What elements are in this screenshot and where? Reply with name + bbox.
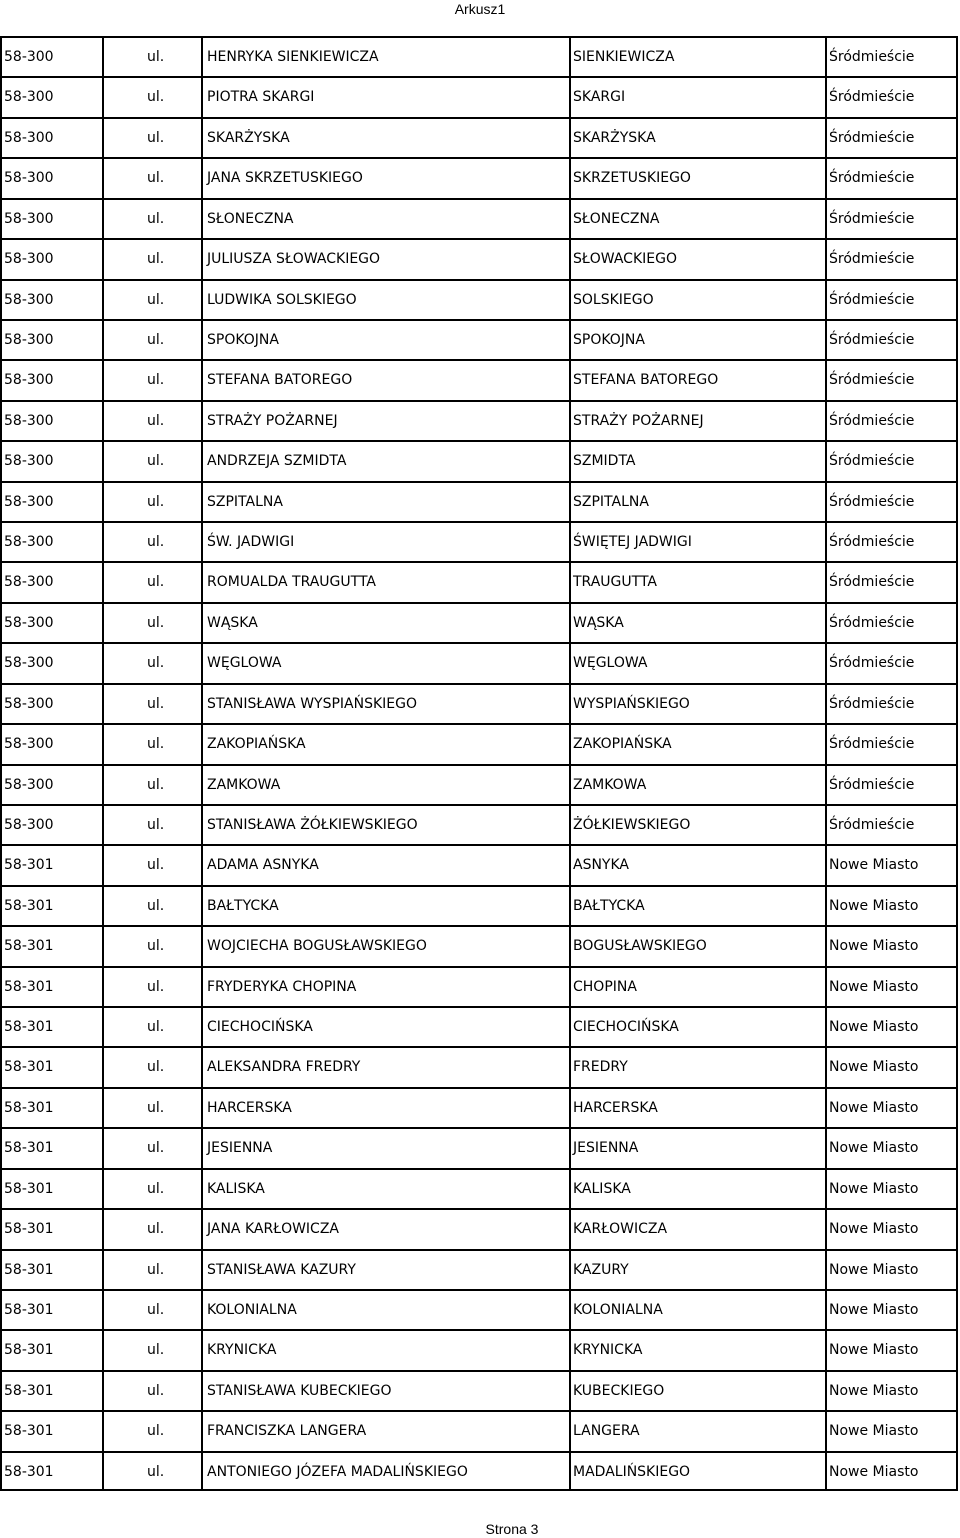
postal-code-cell: 58-300	[4, 816, 54, 833]
postal-code-cell: 58-300	[4, 170, 54, 187]
street-full-name-cell: ADAMA ASNYKA	[207, 857, 319, 874]
street-prefix-cell: ul.	[147, 614, 165, 631]
street-prefix-cell: ul.	[147, 857, 165, 874]
postal-code-cell: 58-301	[4, 1099, 54, 1116]
table-row	[0, 279, 958, 319]
postal-code-cell: 58-300	[4, 655, 54, 672]
district-cell: Śródmieście	[829, 49, 915, 65]
street-full-name-cell: ZAKOPIAŃSKA	[207, 736, 306, 753]
street-prefix-cell: ul.	[147, 1342, 165, 1359]
postal-code-cell: 58-301	[4, 1180, 54, 1197]
street-full-name-cell: STANISŁAWA KAZURY	[207, 1261, 356, 1278]
street-prefix-cell: ul.	[147, 534, 165, 550]
district-cell: Nowe Miasto	[829, 1221, 919, 1238]
street-prefix-cell: ul.	[147, 776, 165, 793]
postal-code-cell: 58-301	[4, 1059, 54, 1076]
street-short-name-cell: WĘGLOWA	[573, 655, 648, 672]
column-divider	[0, 36, 2, 1491]
street-full-name-cell: ANTONIEGO JÓZEFA MADALIŃSKIEGO	[207, 1463, 468, 1480]
street-prefix-cell: ul.	[147, 1221, 165, 1238]
street-prefix-cell: ul.	[147, 493, 165, 510]
row-divider	[0, 319, 958, 321]
row-divider	[0, 642, 958, 644]
district-cell: Nowe Miasto	[829, 1019, 919, 1035]
street-short-name-cell: ŚWIĘTEJ JADWIGI	[573, 534, 692, 550]
street-short-name-cell: JESIENNA	[573, 1140, 639, 1157]
street-full-name-cell: STANISŁAWA ŻÓŁKIEWSKIEGO	[207, 816, 418, 833]
row-divider	[0, 481, 958, 483]
district-cell: Śródmieście	[829, 614, 915, 631]
row-divider	[0, 764, 958, 766]
address-table	[0, 36, 958, 1491]
district-cell: Śródmieście	[829, 210, 915, 227]
postal-code-cell: 58-300	[4, 574, 54, 591]
table-row	[0, 1329, 958, 1369]
postal-code-cell: 58-300	[4, 49, 54, 65]
row-divider	[0, 925, 958, 927]
street-prefix-cell: ul.	[147, 655, 165, 672]
street-short-name-cell: BOGUSŁAWSKIEGO	[573, 938, 707, 955]
table-row	[0, 36, 958, 76]
row-divider	[0, 1208, 958, 1210]
row-divider	[0, 400, 958, 402]
district-cell: Śródmieście	[829, 655, 915, 672]
district-cell: Śródmieście	[829, 695, 915, 712]
street-full-name-cell: ANDRZEJA SZMIDTA	[207, 453, 347, 470]
postal-code-cell: 58-300	[4, 695, 54, 712]
street-prefix-cell: ul.	[147, 49, 165, 65]
district-cell: Śródmieście	[829, 736, 915, 753]
street-full-name-cell: LUDWIKA SOLSKIEGO	[207, 291, 357, 308]
street-full-name-cell: ZAMKOWA	[207, 776, 281, 793]
street-short-name-cell: SPOKOJNA	[573, 331, 645, 348]
table-row	[0, 481, 958, 521]
row-divider	[0, 36, 958, 38]
street-short-name-cell: SIENKIEWICZA	[573, 49, 675, 65]
street-short-name-cell: SOLSKIEGO	[573, 291, 654, 308]
street-full-name-cell: HENRYKA SIENKIEWICZA	[207, 49, 379, 65]
column-divider	[201, 36, 203, 1491]
street-prefix-cell: ul.	[147, 251, 165, 268]
row-divider	[0, 885, 958, 887]
street-prefix-cell: ul.	[147, 210, 165, 227]
street-full-name-cell: PIOTRA SKARGI	[207, 89, 315, 106]
street-short-name-cell: KAZURY	[573, 1261, 629, 1278]
street-short-name-cell: SZMIDTA	[573, 453, 636, 470]
column-divider	[569, 36, 571, 1491]
street-full-name-cell: SŁONECZNA	[207, 210, 294, 227]
table-row	[0, 1046, 958, 1086]
postal-code-cell: 58-301	[4, 1019, 54, 1035]
district-cell: Śródmieście	[829, 291, 915, 308]
street-prefix-cell: ul.	[147, 1180, 165, 1197]
district-cell: Nowe Miasto	[829, 1463, 919, 1480]
postal-code-cell: 58-301	[4, 938, 54, 955]
street-prefix-cell: ul.	[147, 938, 165, 955]
column-divider	[102, 36, 104, 1491]
street-full-name-cell: FRANCISZKA LANGERA	[207, 1423, 367, 1440]
row-divider	[0, 359, 958, 361]
street-short-name-cell: SKRZETUSKIEGO	[573, 170, 691, 187]
table-row	[0, 764, 958, 804]
street-short-name-cell: KARŁOWICZA	[573, 1221, 668, 1238]
street-full-name-cell: JANA SKRZETUSKIEGO	[207, 170, 363, 187]
sheet-title: Arkusz1	[454, 1, 506, 17]
postal-code-cell: 58-301	[4, 1382, 54, 1399]
street-prefix-cell: ul.	[147, 331, 165, 348]
table-row	[0, 1249, 958, 1289]
street-full-name-cell: STANISŁAWA KUBECKIEGO	[207, 1382, 392, 1399]
street-full-name-cell: WĘGLOWA	[207, 655, 282, 672]
street-prefix-cell: ul.	[147, 1301, 165, 1318]
table-row	[0, 561, 958, 601]
postal-code-cell: 58-301	[4, 897, 54, 914]
street-short-name-cell: KUBECKIEGO	[573, 1382, 665, 1399]
row-divider	[0, 117, 958, 119]
district-cell: Śródmieście	[829, 534, 915, 550]
street-short-name-cell: HARCERSKA	[573, 1099, 658, 1116]
district-cell: Nowe Miasto	[829, 938, 919, 955]
district-cell: Nowe Miasto	[829, 857, 919, 874]
table-row	[0, 844, 958, 884]
district-cell: Nowe Miasto	[829, 1140, 919, 1157]
street-prefix-cell: ul.	[147, 736, 165, 753]
table-row	[0, 1127, 958, 1167]
page-footer: Strona 3	[485, 1521, 539, 1537]
district-cell: Śródmieście	[829, 493, 915, 510]
street-prefix-cell: ul.	[147, 897, 165, 914]
row-divider	[0, 804, 958, 806]
row-divider	[0, 1006, 958, 1008]
street-short-name-cell: SŁOWACKIEGO	[573, 251, 677, 268]
street-full-name-cell: KOLONIALNA	[207, 1301, 297, 1318]
postal-code-cell: 58-301	[4, 1261, 54, 1278]
street-short-name-cell: ZAMKOWA	[573, 776, 647, 793]
street-full-name-cell: HARCERSKA	[207, 1099, 292, 1116]
postal-code-cell: 58-300	[4, 331, 54, 348]
postal-code-cell: 58-301	[4, 1423, 54, 1440]
row-divider	[0, 198, 958, 200]
street-prefix-cell: ul.	[147, 412, 165, 429]
row-divider	[0, 723, 958, 725]
street-short-name-cell: SZPITALNA	[573, 493, 649, 510]
street-short-name-cell: TRAUGUTTA	[573, 574, 657, 591]
table-row	[0, 359, 958, 399]
street-short-name-cell: WYSPIAŃSKIEGO	[573, 695, 690, 712]
street-prefix-cell: ul.	[147, 1059, 165, 1076]
street-full-name-cell: CIECHOCIŃSKA	[207, 1019, 313, 1035]
table-row	[0, 966, 958, 1006]
postal-code-cell: 58-300	[4, 614, 54, 631]
district-cell: Nowe Miasto	[829, 1099, 919, 1116]
postal-code-cell: 58-301	[4, 1342, 54, 1359]
row-divider	[0, 279, 958, 281]
street-short-name-cell: WĄSKA	[573, 614, 624, 631]
district-cell: Śródmieście	[829, 776, 915, 793]
street-short-name-cell: KOLONIALNA	[573, 1301, 663, 1318]
street-full-name-cell: FRYDERYKA CHOPINA	[207, 978, 357, 995]
street-full-name-cell: ŚW. JADWIGI	[207, 534, 295, 550]
street-prefix-cell: ul.	[147, 1019, 165, 1035]
street-prefix-cell: ul.	[147, 1099, 165, 1116]
street-prefix-cell: ul.	[147, 453, 165, 470]
row-divider	[0, 561, 958, 563]
street-short-name-cell: SKARŻYSKA	[573, 129, 656, 146]
table-row	[0, 1006, 958, 1046]
street-prefix-cell: ul.	[147, 574, 165, 591]
street-short-name-cell: CIECHOCIŃSKA	[573, 1019, 679, 1035]
table-row	[0, 1370, 958, 1410]
table-row	[0, 602, 958, 642]
postal-code-cell: 58-300	[4, 291, 54, 308]
table-row	[0, 925, 958, 965]
row-divider	[0, 1489, 958, 1491]
street-full-name-cell: SPOKOJNA	[207, 331, 279, 348]
postal-code-cell: 58-300	[4, 129, 54, 146]
postal-code-cell: 58-300	[4, 210, 54, 227]
street-short-name-cell: STEFANA BATOREGO	[573, 372, 719, 389]
street-full-name-cell: JANA KARŁOWICZA	[207, 1221, 340, 1238]
street-full-name-cell: WĄSKA	[207, 614, 258, 631]
table-row	[0, 400, 958, 440]
table-row	[0, 642, 958, 682]
street-prefix-cell: ul.	[147, 1382, 165, 1399]
postal-code-cell: 58-301	[4, 1301, 54, 1318]
street-full-name-cell: KRYNICKA	[207, 1342, 277, 1359]
street-prefix-cell: ul.	[147, 1423, 165, 1440]
row-divider	[0, 1329, 958, 1331]
table-row	[0, 1410, 958, 1450]
row-divider	[0, 1127, 958, 1129]
postal-code-cell: 58-300	[4, 412, 54, 429]
row-divider	[0, 1451, 958, 1453]
table-row	[0, 157, 958, 197]
table-row	[0, 804, 958, 844]
street-short-name-cell: STRAŻY POŻARNEJ	[573, 412, 704, 429]
district-cell: Śródmieście	[829, 816, 915, 833]
street-full-name-cell: STRAŻY POŻARNEJ	[207, 412, 338, 429]
street-prefix-cell: ul.	[147, 816, 165, 833]
street-full-name-cell: SKARŻYSKA	[207, 129, 290, 146]
district-cell: Śródmieście	[829, 331, 915, 348]
table-row	[0, 1289, 958, 1329]
street-prefix-cell: ul.	[147, 372, 165, 389]
street-prefix-cell: ul.	[147, 695, 165, 712]
street-short-name-cell: ZAKOPIAŃSKA	[573, 736, 672, 753]
row-divider	[0, 1370, 958, 1372]
street-short-name-cell: ASNYKA	[573, 857, 629, 874]
district-cell: Śródmieście	[829, 89, 915, 106]
district-cell: Śródmieście	[829, 170, 915, 187]
street-full-name-cell: STEFANA BATOREGO	[207, 372, 353, 389]
table-row	[0, 521, 958, 561]
table-row	[0, 1087, 958, 1127]
table-row	[0, 76, 958, 116]
row-divider	[0, 76, 958, 78]
postal-code-cell: 58-300	[4, 736, 54, 753]
street-full-name-cell: JESIENNA	[207, 1140, 273, 1157]
table-row	[0, 723, 958, 763]
district-cell: Śródmieście	[829, 129, 915, 146]
street-short-name-cell: CHOPINA	[573, 978, 637, 995]
street-short-name-cell: BAŁTYCKA	[573, 897, 645, 914]
street-short-name-cell: FREDRY	[573, 1059, 628, 1076]
street-full-name-cell: ROMUALDA TRAUGUTTA	[207, 574, 376, 591]
street-prefix-cell: ul.	[147, 170, 165, 187]
table-row	[0, 238, 958, 278]
district-cell: Śródmieście	[829, 372, 915, 389]
table-row	[0, 683, 958, 723]
street-prefix-cell: ul.	[147, 978, 165, 995]
street-full-name-cell: WOJCIECHA BOGUSŁAWSKIEGO	[207, 938, 427, 955]
district-cell: Nowe Miasto	[829, 1261, 919, 1278]
postal-code-cell: 58-300	[4, 453, 54, 470]
row-divider	[0, 238, 958, 240]
district-cell: Śródmieście	[829, 251, 915, 268]
street-prefix-cell: ul.	[147, 1463, 165, 1480]
table-row	[0, 117, 958, 157]
street-prefix-cell: ul.	[147, 291, 165, 308]
row-divider	[0, 966, 958, 968]
row-divider	[0, 440, 958, 442]
district-cell: Nowe Miasto	[829, 1342, 919, 1359]
column-divider	[956, 36, 958, 1491]
postal-code-cell: 58-300	[4, 534, 54, 550]
postal-code-cell: 58-300	[4, 776, 54, 793]
postal-code-cell: 58-301	[4, 1463, 54, 1480]
district-cell: Nowe Miasto	[829, 897, 919, 914]
district-cell: Śródmieście	[829, 412, 915, 429]
street-short-name-cell: SŁONECZNA	[573, 210, 660, 227]
table-row	[0, 198, 958, 238]
district-cell: Śródmieście	[829, 574, 915, 591]
district-cell: Śródmieście	[829, 453, 915, 470]
table-row	[0, 319, 958, 359]
street-full-name-cell: ALEKSANDRA FREDRY	[207, 1059, 361, 1076]
postal-code-cell: 58-301	[4, 1221, 54, 1238]
street-full-name-cell: SZPITALNA	[207, 493, 283, 510]
street-prefix-cell: ul.	[147, 129, 165, 146]
row-divider	[0, 1168, 958, 1170]
row-divider	[0, 844, 958, 846]
row-divider	[0, 1046, 958, 1048]
column-divider	[825, 36, 827, 1491]
street-full-name-cell: JULIUSZA SŁOWACKIEGO	[207, 251, 381, 268]
street-short-name-cell: MADALIŃSKIEGO	[573, 1463, 691, 1480]
street-full-name-cell: BAŁTYCKA	[207, 897, 279, 914]
postal-code-cell: 58-301	[4, 978, 54, 995]
postal-code-cell: 58-301	[4, 857, 54, 874]
street-prefix-cell: ul.	[147, 89, 165, 106]
row-divider	[0, 157, 958, 159]
postal-code-cell: 58-300	[4, 372, 54, 389]
street-short-name-cell: KALISKA	[573, 1180, 631, 1197]
row-divider	[0, 1249, 958, 1251]
postal-code-cell: 58-301	[4, 1140, 54, 1157]
street-prefix-cell: ul.	[147, 1261, 165, 1278]
district-cell: Nowe Miasto	[829, 1382, 919, 1399]
row-divider	[0, 602, 958, 604]
postal-code-cell: 58-300	[4, 251, 54, 268]
table-row	[0, 1451, 958, 1491]
street-short-name-cell: LANGERA	[573, 1423, 640, 1440]
row-divider	[0, 1289, 958, 1291]
district-cell: Nowe Miasto	[829, 1180, 919, 1197]
street-short-name-cell: KRYNICKA	[573, 1342, 643, 1359]
row-divider	[0, 1087, 958, 1089]
street-short-name-cell: SKARGI	[573, 89, 626, 106]
street-full-name-cell: STANISŁAWA WYSPIAŃSKIEGO	[207, 695, 418, 712]
district-cell: Nowe Miasto	[829, 978, 919, 995]
street-short-name-cell: ŻÓŁKIEWSKIEGO	[573, 816, 691, 833]
row-divider	[0, 683, 958, 685]
district-cell: Nowe Miasto	[829, 1301, 919, 1318]
row-divider	[0, 521, 958, 523]
row-divider	[0, 1410, 958, 1412]
table-row	[0, 1168, 958, 1208]
district-cell: Nowe Miasto	[829, 1059, 919, 1076]
street-prefix-cell: ul.	[147, 1140, 165, 1157]
table-row	[0, 1208, 958, 1248]
table-row	[0, 440, 958, 480]
postal-code-cell: 58-300	[4, 89, 54, 106]
table-row	[0, 885, 958, 925]
district-cell: Nowe Miasto	[829, 1423, 919, 1440]
postal-code-cell: 58-300	[4, 493, 54, 510]
street-full-name-cell: KALISKA	[207, 1180, 265, 1197]
